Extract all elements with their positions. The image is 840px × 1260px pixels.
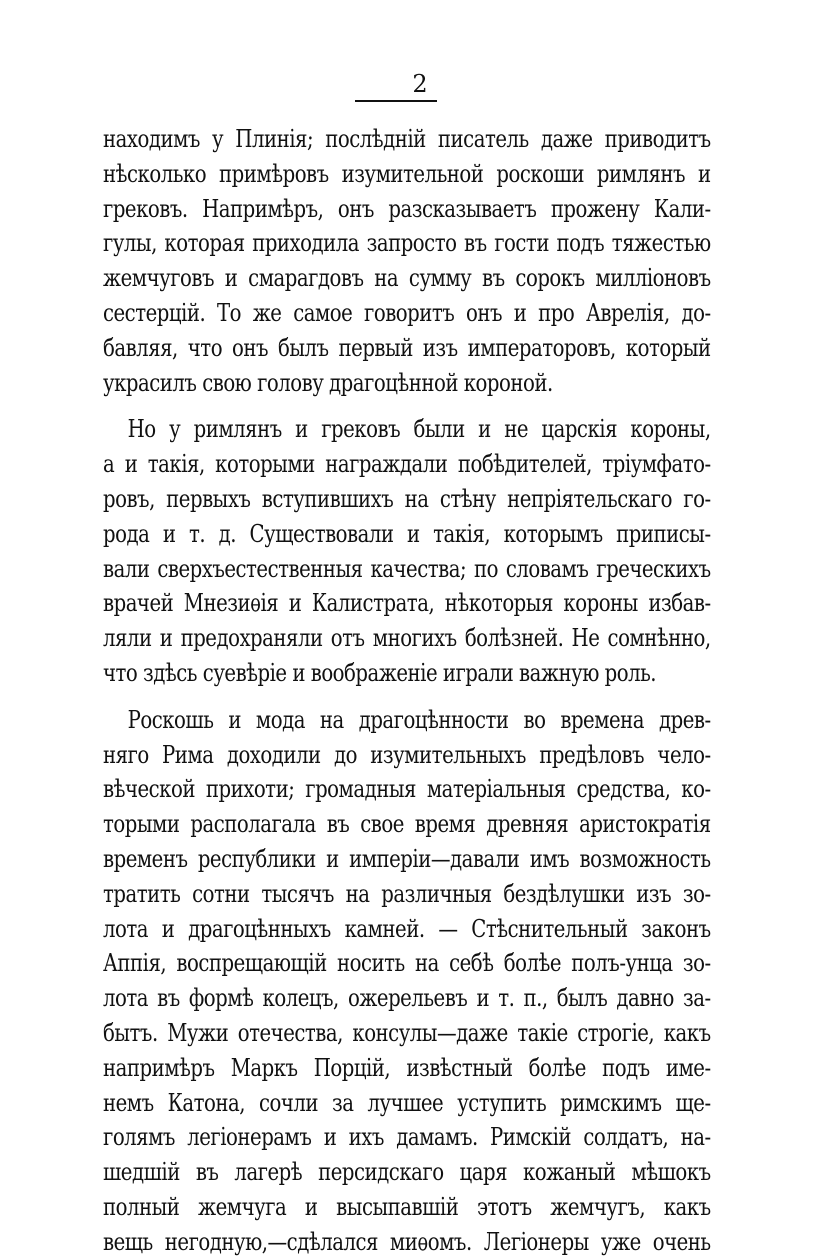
- header-rule: [355, 100, 437, 102]
- text-line: временъ республики и имперіи—давали имъ возможность: [103, 844, 711, 873]
- paragraph-1: [103, 122, 711, 400]
- text-line: находимъ у Плинія; послѣдній писатель даже приводитъ: [103, 125, 711, 153]
- text-line: немъ Катона, сочли за лучшее уступить римскимъ ще-: [103, 1088, 711, 1117]
- text-line: бавляя, что онъ былъ первый изъ императоровъ, который: [103, 333, 711, 362]
- text-line: вали сверхъестественныя качества; по словамъ греческихъ: [103, 554, 711, 583]
- text-line: вещь негодную,—сдѣлался миѳомъ. Легіонеры уже очень: [103, 1227, 711, 1256]
- paragraph-gap: [103, 400, 711, 412]
- text-line: торыми располагала въ свое время древняя аристократія: [103, 810, 711, 839]
- paragraph-2: [103, 412, 711, 690]
- text-line: ровъ, первыхъ вступившихъ на стѣну непріятельскаго го-: [103, 484, 711, 513]
- paragraph-3: [103, 703, 711, 1260]
- page-number: 2: [412, 70, 428, 98]
- text-line: гулы, которая приходила запросто въ гости подъ тяжестью: [103, 229, 711, 258]
- text-line: врачей Мнезиѳія и Калистрата, нѣкоторыя короны избав-: [103, 589, 711, 618]
- text-line: Роскошь и мода на драгоцѣнности во времена древ-: [127, 705, 711, 734]
- text-line: нѣсколько примѣровъ изумительной роскоши римлянъ и: [103, 159, 711, 188]
- text-line: напримѣръ Маркъ Порцій, извѣстный болѣе подъ име-: [103, 1053, 711, 1082]
- text-line: няго Рима доходили до изумительныхъ предѣловъ чело-: [103, 740, 711, 769]
- text-line: лота въ формѣ колецъ, ожерельевъ и т. п., былъ давно за-: [103, 984, 711, 1013]
- text-line: Аппія, воспрещающій носить на себѣ болѣе полъ-унца зо-: [103, 949, 711, 978]
- text-line: полный жемчуга и высыпавшій этотъ жемчугъ, какъ: [103, 1192, 711, 1221]
- text-line: вѣческой прихоти; громадныя матеріальныя средства, ко-: [103, 775, 711, 804]
- text-line: голямъ легіонерамъ и ихъ дамамъ. Римскій солдатъ, на-: [103, 1123, 711, 1152]
- text-line: шедшій въ лагерѣ персидскаго царя кожаный мѣшокъ: [103, 1158, 711, 1187]
- text-line: что здѣсь суевѣріе и воображеніе играли важную роль.: [103, 658, 657, 687]
- text-line: лота и драгоцѣнныхъ камней. — Стѣснительный законъ: [103, 914, 711, 943]
- text-line: грековъ. Напримѣръ, онъ разсказываетъ прожену Кали-: [103, 194, 711, 223]
- text-line: рода и т. д. Существовали и такія, которымъ приписы-: [103, 519, 711, 548]
- text-line: украсилъ свою голову драгоцѣнной короной.: [103, 368, 553, 397]
- text-line: ляли и предохраняли отъ многихъ болѣзней. Не сомнѣнно,: [103, 624, 711, 653]
- text-line: тратить сотни тысячъ на различныя бездѣлушки изъ зо-: [103, 879, 711, 908]
- text-line: сестерцій. То же самое говоритъ онъ и про Аврелія, до-: [103, 298, 711, 327]
- text-line: Но у римлянъ и грековъ были и не царскія короны,: [127, 415, 711, 444]
- text-line: жемчуговъ и смарагдовъ на сумму въ сорокъ милліоновъ: [103, 264, 711, 293]
- text-line: а и такія, которыми награждали побѣдителей, тріумфато-: [103, 450, 711, 479]
- page-header: [0, 70, 840, 98]
- paragraph-gap: [103, 691, 711, 703]
- text-line: бытъ. Мужи отечества, консулы—даже такіе строгіе, какъ: [103, 1018, 711, 1047]
- body-text: [103, 122, 711, 1260]
